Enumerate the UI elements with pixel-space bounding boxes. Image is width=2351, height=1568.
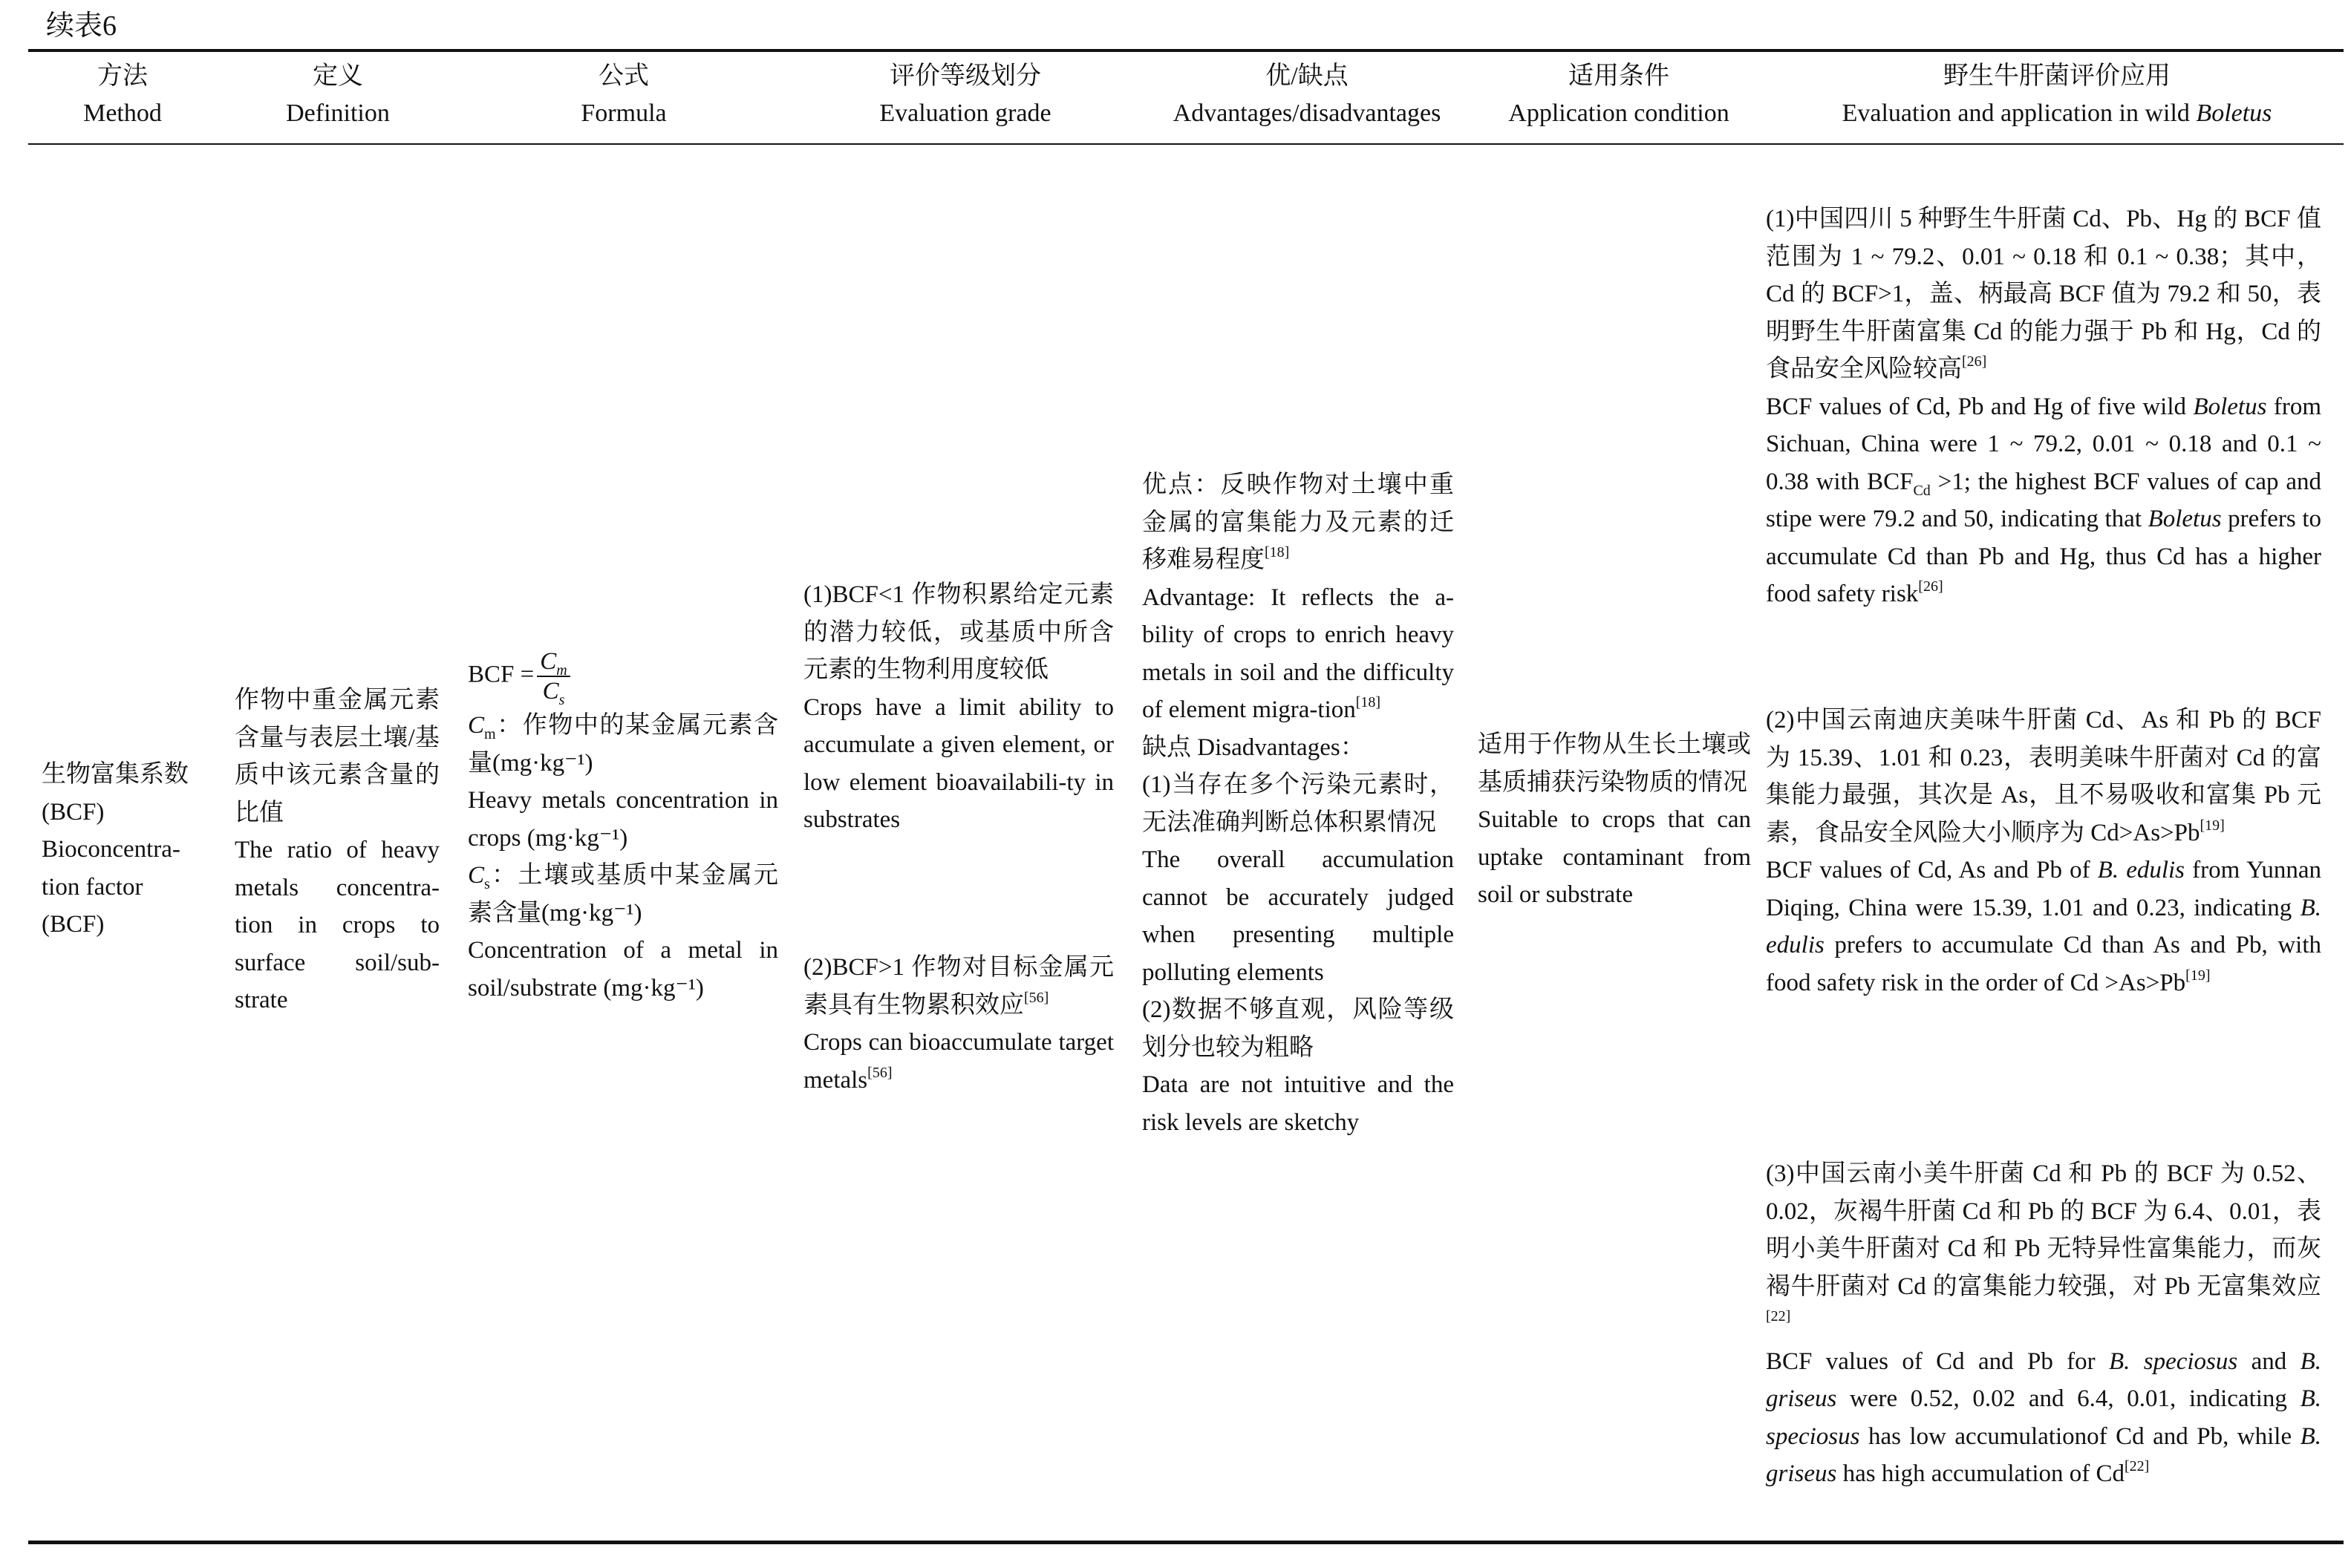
disadvantage-2-zh: (2)数据不够直观，风险等级划分也较为粗略 <box>1142 996 1454 1061</box>
formula-cs-en: Concentration of a metal in soil/substrate (mg·kg⁻¹) <box>468 937 778 1002</box>
header-rule <box>28 143 2344 145</box>
grade-1-en: Crops have a limit ability to accumulate a given element, or low element bioavailabili-ty in substrates <box>803 693 1114 833</box>
application-1-en: BCF values of Cd, Pb and Hg of five wild Boletus from Sichuan, China were 1 ~ 79.2, 0.01 ~ 0.18 and 0.1 ~ 0.38 with $BCF_{Cd} >1$; the highest BCF values of cap and stipe were 79.2 and 50, indicating that Boletus prefers to accumulate Cd than Pb and Hg, thus Cd has a higher food safety risk[26] <box>1766 393 2322 607</box>
grade-2-zh: (2)BCF>1 作物对目标金属元素具有生物累积效应[56] <box>803 954 1114 1019</box>
header-application-zh: 野生牛肝菌评价应用 <box>1943 62 2171 90</box>
application-cell-2 <box>1766 702 2321 1002</box>
header-application-en: Evaluation and application in wild Boletus <box>1842 99 2272 127</box>
condition-cell <box>1478 726 1751 914</box>
header-formula-en: Formula <box>581 99 667 127</box>
grade-cell-2 <box>803 949 1114 1099</box>
header-definition-zh: 定义 <box>313 62 363 90</box>
method-en: Bioconcentra-tion factor <box>42 836 180 901</box>
top-rule <box>28 49 2344 52</box>
formula-cell <box>468 647 778 1007</box>
application-cell-1 <box>1766 200 2321 613</box>
application-2-zh: (2)中国云南迪庆美味牛肝菌 Cd、As 和 Pb 的 BCF 为 15.39、1.01 和 0.23，表明美味牛肝菌对 Cd 的富集能力最强，其次是 As，且不易吸收和富集 Pb 元素，食品安全风险大小顺序为 Cd>As>Pb[19] <box>1766 707 2322 846</box>
method-abbr: (BCF) <box>42 798 105 826</box>
header-advantages-zh: 优/缺点 <box>1265 62 1349 90</box>
application-cell-3 <box>1766 1155 2321 1493</box>
header-definition <box>245 58 431 132</box>
header-application <box>1775 58 2339 132</box>
header-method-en: Method <box>83 99 162 127</box>
header-condition-zh: 适用条件 <box>1568 62 1669 90</box>
table-caption: 续表6 <box>46 10 117 42</box>
formula-numerator: $C_m$ <box>537 647 570 677</box>
disadvantage-2-en: Data are not intuitive and the risk levels are sketchy <box>1142 1071 1454 1136</box>
grade-1-zh: (1)BCF<1 作物积累给定元素的潜力较低，或基质中所含元素的生物利用度较低 <box>803 581 1114 683</box>
definition-cell <box>235 682 440 1019</box>
header-formula <box>512 58 735 132</box>
header-grade <box>817 58 1114 132</box>
formula-denominator: $C_s$ <box>542 678 565 708</box>
grade-2-en: Crops can bioaccumulate target metals[56] <box>803 1029 1114 1094</box>
definition-zh: 作物中重金属元素含量与表层土壤/基质中该元素含量的比值 <box>235 687 440 826</box>
formula-equation <box>468 647 778 708</box>
formula-cm-zh: $C_m$：作物中的某金属元素含量(mg·kg⁻¹) <box>468 712 778 777</box>
header-advantages-en: Advantages/disadvantages <box>1173 99 1441 127</box>
method-zh: 生物富集系数 <box>42 761 189 788</box>
bottom-rule <box>28 1541 2344 1544</box>
header-grade-en: Evaluation grade <box>879 99 1051 127</box>
header-method <box>30 58 215 132</box>
header-condition-en: Application condition <box>1508 99 1729 127</box>
disadvantage-1-en: The overall accumulation cannot be accurately judged when presenting multiple polluting elements <box>1142 846 1454 986</box>
definition-en: The ratio of heavy metals concentra-tion in crops to surface soil/sub-strate <box>235 837 440 1013</box>
formula-cm-en: Heavy metals concentration in crops (mg·kg⁻¹) <box>468 787 778 852</box>
method-en-abbr: (BCF) <box>42 911 105 938</box>
formula-lhs: BCF = <box>468 661 535 688</box>
method-cell <box>42 756 214 944</box>
header-grade-zh: 评价等级划分 <box>890 62 1041 90</box>
header-advantages <box>1136 58 1478 132</box>
grade-cell-1 <box>803 576 1114 839</box>
application-3-zh: (3)中国云南小美牛肝菌 Cd 和 Pb 的 BCF 为 0.52、0.02，灰褐牛肝菌 Cd 和 Pb 的 BCF 为 6.4、0.01，表明小美牛肝菌对 Cd 和 Pb 无特异性富集能力，而灰褐牛肝菌对 Cd 的富集能力较强，对 Pb 无富集效应[22] <box>1766 1160 2321 1324</box>
header-definition-en: Definition <box>286 99 390 127</box>
application-3-en: BCF values of Cd and Pb for B. speciosus and B. griseus were 0.52, 0.02 and 6.4, 0.01, indicating B. speciosus has low accumulationof Cd and Pb, while B. griseus has high accumulation of Cd[22] <box>1766 1348 2321 1487</box>
advantage-en: Advantage: It reflects the a-bility of crops to enrich heavy metals in soil and the difficulty of element migra-tion[18] <box>1142 584 1454 723</box>
advantages-cell <box>1142 466 1454 1141</box>
condition-en: Suitable to crops that can uptake contaminant from soil or substrate <box>1478 806 1751 908</box>
formula-fraction <box>537 647 570 708</box>
condition-zh: 适用于作物从生长土壤或基质捕获污染物质的情况 <box>1478 731 1751 796</box>
header-method-zh: 方法 <box>97 62 148 90</box>
header-condition <box>1470 58 1767 132</box>
application-2-en: BCF values of Cd, As and Pb of B. edulis from Yunnan Diqing, China were 15.39, 1.01 and 0.23, indicating B. edulis prefers to accumulate Cd than As and Pb, with food safety risk in the order of Cd >As>Pb[19] <box>1766 857 2321 996</box>
advantage-zh: 优点：反映作物对土壤中重金属的富集能力及元素的迁移难易程度[18] <box>1142 471 1454 573</box>
formula-cs-zh: $C_s$：土壤或基质中某金属元素含量(mg·kg⁻¹) <box>468 862 778 927</box>
disadvantage-1-zh: (1)当存在多个污染元素时，无法准确判断总体积累情况 <box>1142 771 1454 836</box>
disadvantages-title: 缺点 Disadvantages： <box>1142 734 1365 761</box>
application-1-zh: (1)中国四川 5 种野生牛肝菌 Cd、Pb、Hg 的 BCF 值范围为 1 ~ 79.2、0.01 ~ 0.18 和 0.1 ~ 0.38；其中，Cd 的 BCF>1，盖、柄最高 BCF 值为 79.2 和 50，表明野生牛肝菌富集 Cd 的能力强于 Pb 和 Hg，Cd 的食品安全风险较高[26] <box>1766 206 2321 382</box>
header-formula-zh: 公式 <box>599 62 649 90</box>
